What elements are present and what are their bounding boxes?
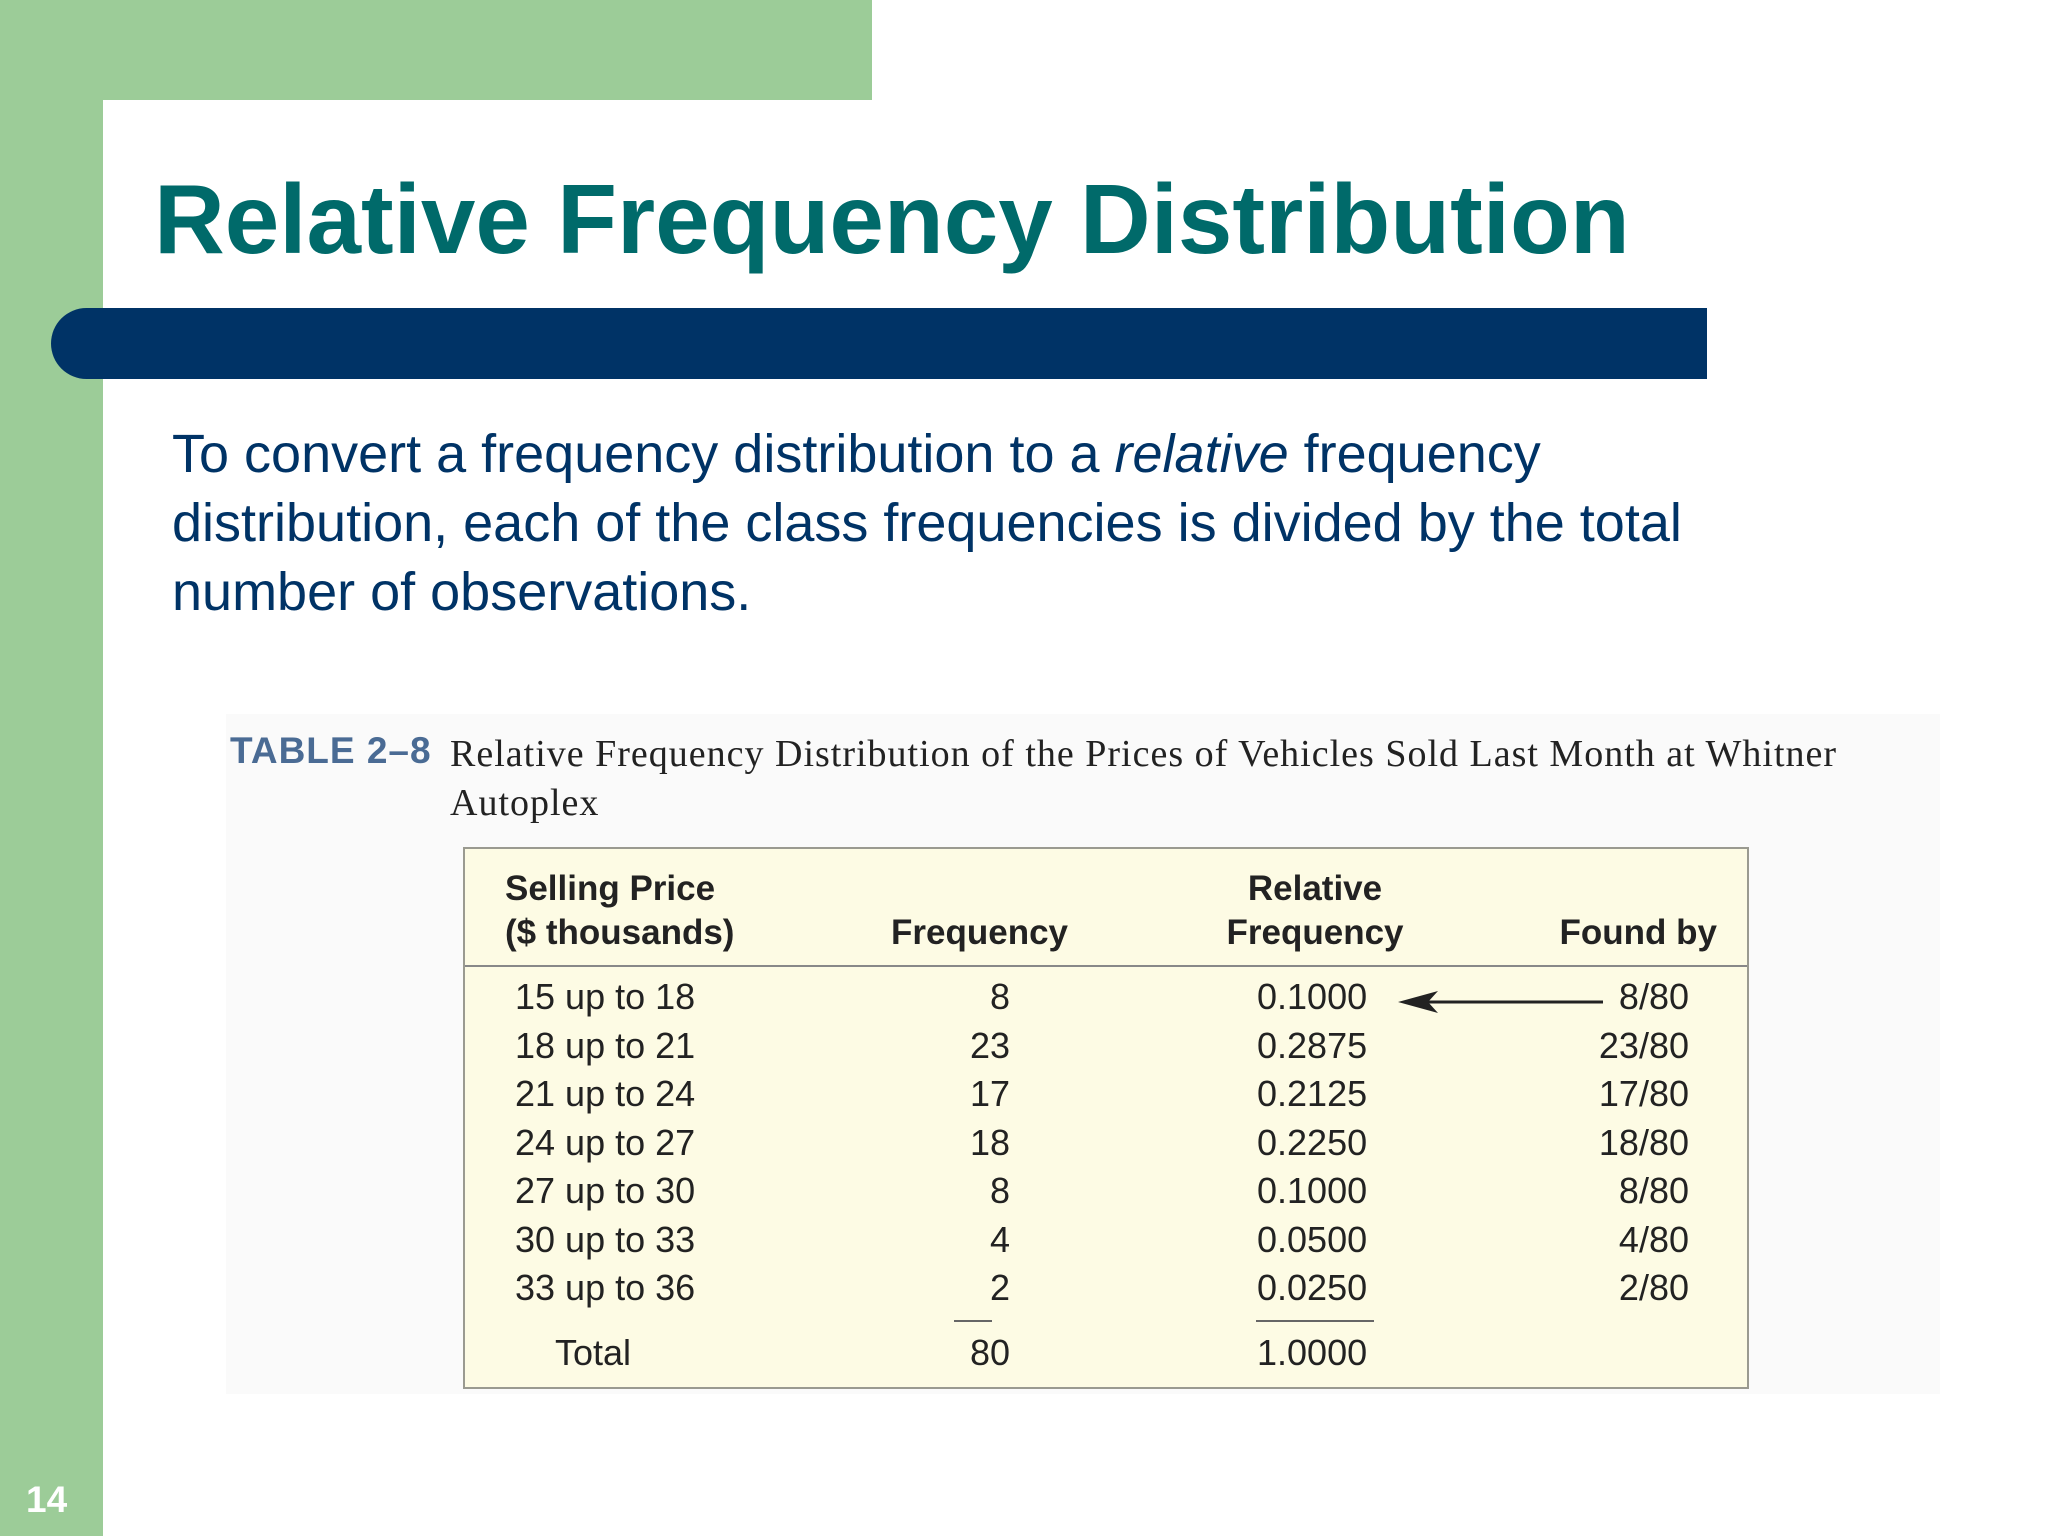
row-frequency: 17: [969, 1073, 1010, 1114]
header-price: [505, 867, 735, 955]
row-found-by: 2/80: [1618, 1267, 1689, 1308]
page-number: 14: [26, 1479, 68, 1520]
table-caption: [230, 730, 1930, 824]
body-text-part1: To convert a frequency distribution to a: [172, 424, 1115, 484]
row-price: 21 up to 24: [515, 1073, 696, 1114]
row-found-by: 8/80: [1618, 1170, 1689, 1211]
header-divider: [465, 965, 1747, 967]
row-frequency: 8: [989, 976, 1010, 1017]
frequency-table: [463, 847, 1749, 1389]
row-found-by: 4/80: [1618, 1218, 1689, 1260]
row-relative-frequency: 0.1000: [1257, 1170, 1368, 1211]
row-found-by: 18/80: [1598, 1121, 1689, 1163]
row-total-relative: 1.0000: [1257, 1332, 1368, 1373]
table-caption-text: Relative Frequency Distribution of the Prices of Vehicles Sold Last Month at Whitner Autoplex: [450, 733, 1838, 824]
body-paragraph: [172, 420, 1772, 627]
header-found-by: Found by: [1559, 913, 1717, 952]
table-label: TABLE 2–8: [230, 730, 432, 771]
header-price-line1: Selling Price: [505, 869, 716, 908]
arrow-left-icon: [1398, 989, 1603, 1015]
header-price-line2: ($ thousands): [505, 913, 735, 952]
row-frequency: 18: [969, 1121, 1010, 1163]
row-relative-frequency: 0.2125: [1257, 1073, 1368, 1114]
slide-title: Relative Frequency Distribution: [154, 164, 1630, 274]
row-relative-frequency: 0.1000: [1257, 976, 1368, 1017]
row-relative-frequency: 0.0250: [1257, 1267, 1368, 1308]
row-found-by: 17/80: [1598, 1073, 1689, 1114]
frequency-total-rule: [954, 1320, 992, 1322]
row-price: 18 up to 21: [515, 1024, 696, 1066]
relative-total-rule: [1256, 1320, 1374, 1322]
row-frequency: 23: [969, 1024, 1010, 1066]
row-price: 27 up to 30: [515, 1170, 696, 1211]
row-frequency: 2: [989, 1267, 1010, 1308]
body-text-part2: frequency distribution, each of the class frequencies is divided by the total number of observations.: [172, 424, 1682, 622]
row-frequency: 4: [989, 1218, 1010, 1260]
header-relative-line2: Frequency: [1226, 913, 1404, 952]
header-relative-line1: Relative: [1247, 869, 1383, 908]
row-price: 33 up to 36: [515, 1267, 696, 1308]
row-relative-frequency: 0.0500: [1257, 1218, 1368, 1260]
header-frequency: Frequency: [891, 913, 1068, 952]
row-price: 15 up to 18: [515, 976, 696, 1017]
header-relative-frequency: [1225, 867, 1405, 955]
row-total-label: Total: [555, 1332, 632, 1373]
row-relative-frequency: 0.2875: [1257, 1024, 1368, 1066]
row-price: 24 up to 27: [515, 1121, 696, 1163]
top-band: [0, 0, 872, 100]
body-text-emphasis: relative: [1114, 424, 1289, 484]
row-price: 30 up to 33: [515, 1218, 696, 1260]
row-found-by: 23/80: [1598, 1024, 1689, 1066]
row-found-by: 8/80: [1618, 976, 1689, 1017]
title-underline-bar: [51, 308, 1707, 379]
row-relative-frequency: 0.2250: [1257, 1121, 1368, 1163]
row-total-frequency: 80: [969, 1332, 1010, 1373]
side-band: [0, 0, 103, 1536]
row-frequency: 8: [989, 1170, 1010, 1211]
